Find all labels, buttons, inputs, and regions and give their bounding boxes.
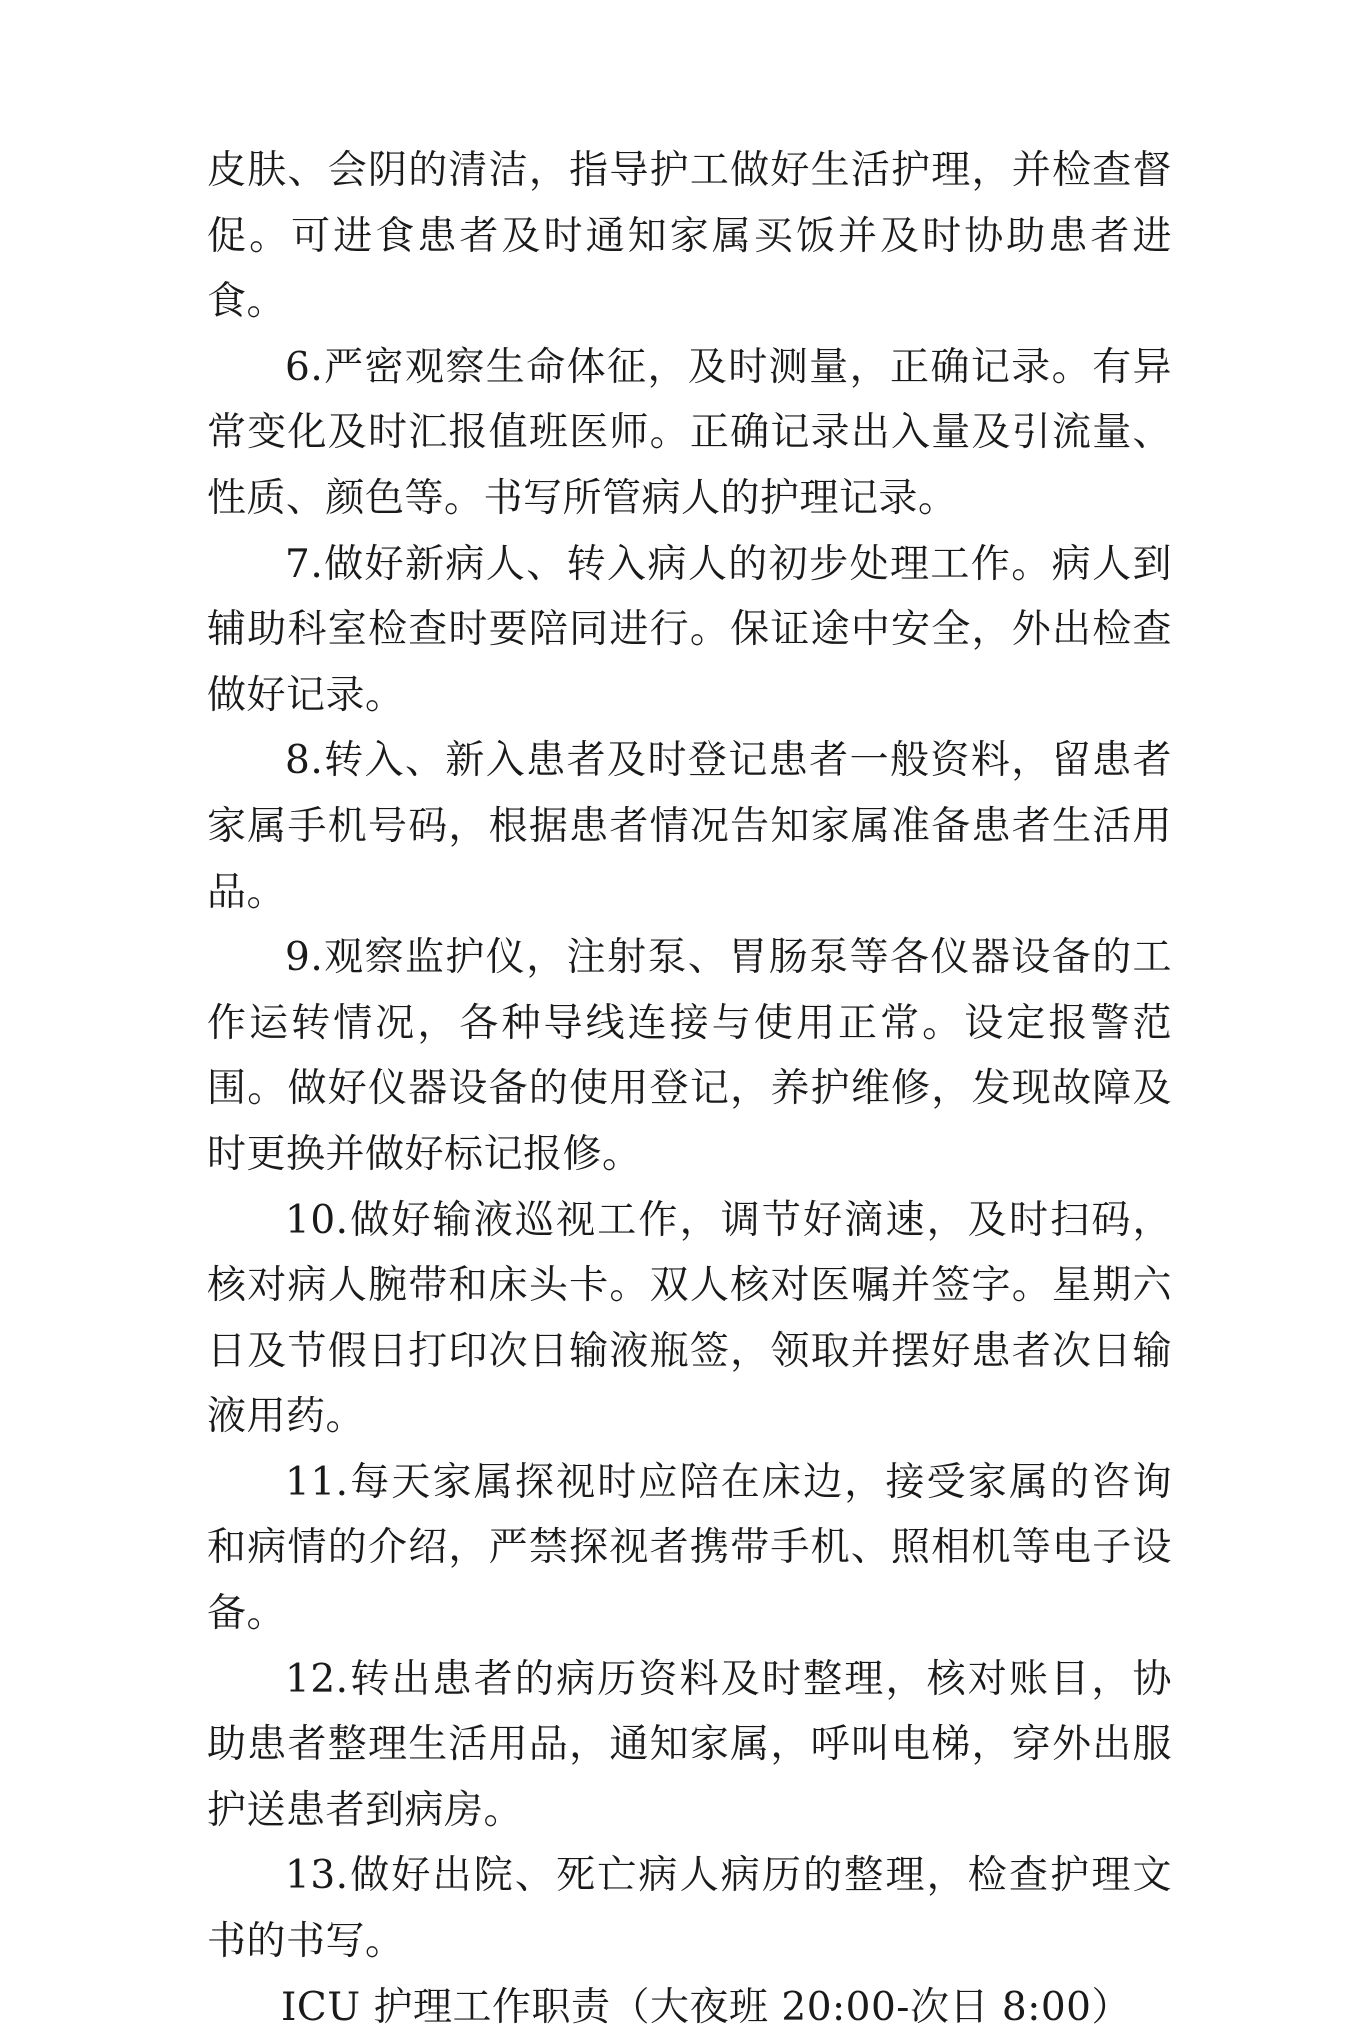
section-heading: ICU 护理工作职责（大夜班 20:00-次日 8:00） — [281, 1984, 1131, 2030]
paragraph-item-10: 10.做好输液巡视工作，调节好滴速，及时扫码，核对病人腕带和床头卡。双人核对医嘱并签字。星期六日及节假日打印次日输液瓶签，领取并摆好患者次日输液用药。 — [207, 1197, 1172, 1440]
paragraph-item-12: 12.转出患者的病历资料及时整理，核对账目，协助患者整理生活用品，通知家属，呼叫电梯，穿外出服护送患者到病房。 — [207, 1656, 1172, 1833]
paragraph-item-13: 13.做好出院、死亡病人病历的整理，检查护理文书的书写。 — [207, 1853, 1172, 1965]
paragraph-item-7: 7.做好新病人、转入病人的初步处理工作。病人到辅助科室检查时要陪同进行。保证途中安全，外出检查做好记录。 — [207, 541, 1172, 718]
document-body — [207, 138, 1172, 2040]
paragraph-continuation: 皮肤、会阴的清洁，指导护工做好生活护理，并检查督促。可进食患者及时通知家属买饭并及时协助患者进食。 — [207, 148, 1172, 325]
paragraph-item-8: 8.转入、新入患者及时登记患者一般资料，留患者家属手机号码，根据患者情况告知家属准备患者生活用品。 — [207, 738, 1172, 915]
paragraph-item-11: 11.每天家属探视时应陪在床边，接受家属的咨询和病情的介绍，严禁探视者携带手机、照相机等电子设备。 — [207, 1459, 1172, 1637]
paragraph-item-6: 6.严密观察生命体征，及时测量，正确记录。有异常变化及时汇报值班医师。正确记录出入量及引流量、性质、颜色等。书写所管病人的护理记录。 — [207, 344, 1172, 521]
paragraph-item-9: 9.观察监护仪，注射泵、胃肠泵等各仪器设备的工作运转情况，各种导线连接与使用正常。设定报警范围。做好仪器设备的使用登记，养护维修，发现故障及时更换并做好标记报修。 — [207, 935, 1172, 1177]
